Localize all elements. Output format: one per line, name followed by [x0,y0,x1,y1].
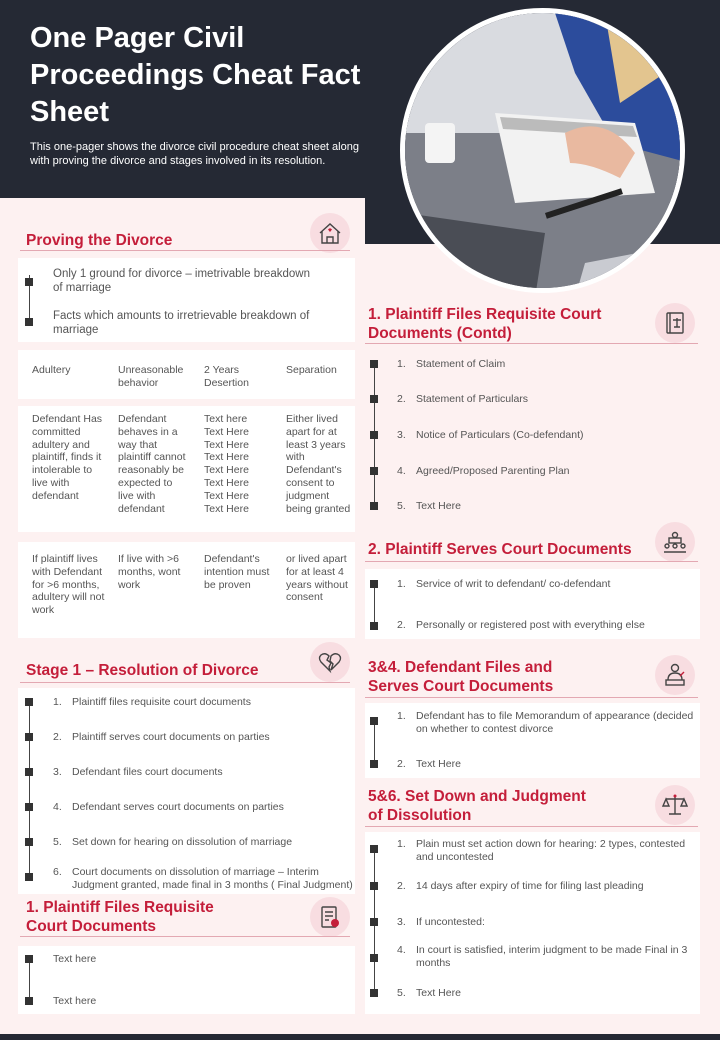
bullet-marker [25,768,33,776]
fact-cell: or lived apart for at least 4 years without consent [286,553,348,604]
fact-cell: Text here Text Here Text Here Text Here Text Here Text Here Text Here Text Here [204,413,249,515]
bullet-marker [370,845,378,853]
item-number: 4. [397,465,406,477]
bullet-marker [370,918,378,926]
setdown-item: If uncontested: [416,916,485,928]
fact-cell: Either lived apart for at least 3 years with Defendant's consent to judgment being granted [286,413,351,515]
setdown-item: 14 days after expiry of time for filing last pleading [416,880,644,892]
broken-heart-icon [310,642,350,682]
proving-point: Facts which amounts to irretrievable breakdown of marriage [53,310,310,336]
item-number: 2. [397,619,406,631]
defendant-title: 3&4. Defendant Files and Serves Court Documents [368,659,554,695]
bullet-marker [25,318,33,326]
fact-cell: If live with >6 months, wont work [118,553,181,591]
column-header: 2 Years Desertion [204,364,249,389]
bullet-marker [25,955,33,963]
setdown-item: In court is satisfied, interim judgment to be made Final in 3 months [416,944,688,969]
setdown-item: Text Here [416,987,461,999]
item-number: 2. [397,393,406,405]
item-number: 3. [397,429,406,441]
item-number: 5. [53,836,62,848]
fact-cell: Defendant's intention must be proven [204,553,270,591]
item-number: 1. [53,696,62,708]
setdown-item: Plain must set action down for hearing: 2 types, contested and uncontested [416,838,686,863]
timeline-line [29,958,30,1002]
item-number: 4. [397,944,406,956]
bullet-marker [25,278,33,286]
bullet-marker [370,954,378,962]
scales-icon [655,785,695,825]
bullet-marker [370,717,378,725]
contd-item: Notice of Particulars (Co-defendant) [416,429,584,441]
proving-point: Only 1 ground for divorce – imetrivable breakdown of marriage [53,268,310,294]
bullet-marker [370,760,378,768]
bullet-marker [370,431,378,439]
stage1-item: Defendant serves court documents on parties [72,801,284,813]
stage1-rule [20,682,350,683]
serves-item: Service of writ to defendant/ co-defendant [416,578,611,590]
courtroom-icon [655,522,695,562]
plaintiff-files-item: Text here [53,995,97,1007]
timeline-line [29,700,30,880]
stage1-item: Plaintiff files requisite court documents [72,696,251,708]
bullet-marker [25,873,33,881]
stage1-item: Plaintiff serves court documents on parties [72,731,270,743]
proving-title: Proving the Divorce [26,232,173,249]
setdown-title: 5&6. Set Down and Judgment of Dissolution [368,788,586,824]
bullet-marker [370,395,378,403]
bullet-marker [370,502,378,510]
bullet-marker [370,360,378,368]
judge-icon [655,655,695,695]
timeline-line [374,720,375,764]
stage1-title: Stage 1 – Resolution of Divorce [26,662,259,679]
bullet-marker [370,989,378,997]
plaintiff-files-title: 1. Plaintiff Files Requisite Court Documents [26,899,214,935]
fact-cell: If plaintiff lives with Defendant for >6 months, adultery will not work [32,553,105,617]
column-header: Separation [286,364,337,376]
bullet-marker [370,882,378,890]
defendant-rule [365,697,698,698]
stage1-item: Court documents on dissolution of marriage – Interim Judgment granted, made final in 3 months ( Final Judgment) [72,866,353,891]
item-number: 2. [53,731,62,743]
bullet-marker [370,622,378,630]
item-number: 6. [53,866,62,878]
bullet-marker [370,467,378,475]
bullet-marker [370,580,378,588]
item-number: 3. [53,766,62,778]
bullet-marker [25,733,33,741]
column-header: Unreasonable behavior [118,364,184,389]
footer-bar [0,1034,720,1040]
item-number: 5. [397,500,406,512]
timeline-line [374,583,375,625]
contd-item: Agreed/Proposed Parenting Plan [416,465,570,477]
stage1-item: Defendant files court documents [72,766,223,778]
column-header: Adultery [32,364,71,376]
item-number: 3. [397,916,406,928]
stage1-item: Set down for hearing on dissolution of marriage [72,836,293,848]
item-number: 1. [397,838,406,850]
legal-document-icon [310,897,350,937]
item-number: 2. [397,758,406,770]
defendant-item: Text Here [416,758,461,770]
contd-item: Text Here [416,500,461,512]
contd-item: Statement of Claim [416,358,506,370]
item-number: 4. [53,801,62,813]
serves-item: Personally or registered post with everything else [416,619,645,631]
bullet-marker [25,698,33,706]
item-number: 1. [397,710,406,722]
contd-item: Statement of Particulars [416,393,529,405]
contd-title: 1. Plaintiff Files Requisite Court Documents (Contd) [368,306,602,342]
serves-title: 2. Plaintiff Serves Court Documents [368,541,632,558]
page-title: One Pager Civil Proceedings Cheat Fact Sheet [30,22,361,128]
page-subtitle: This one-pager shows the divorce civil procedure cheat sheet along with proving the divorce and stages involved in its resolution. [30,141,359,167]
bullet-marker [25,997,33,1005]
bullet-marker [25,838,33,846]
item-number: 1. [397,578,406,590]
stage1-panel [18,688,355,894]
setdown-rule [365,826,698,827]
contd-rule [365,343,698,344]
defendant-item: Defendant has to file Memorandum of appearance (decided on whether to contest divorce [416,710,694,735]
item-number: 5. [397,987,406,999]
law-book-icon [655,303,695,343]
plaintiff-files-rule [20,936,350,937]
fact-cell: Defendant behaves in a way that plaintiff cannot reasonably be expected to live with defendant [118,413,186,515]
fact-cell: Defendant Has committed adultery and plaintiff, finds it intolerable to live with defendant [32,413,103,502]
bullet-marker [25,803,33,811]
writing-photo-illustration [405,13,685,293]
serves-rule [365,561,698,562]
hero-photo [400,8,685,293]
plaintiff-files-item: Text here [53,953,97,965]
house-hearts-icon [310,213,350,253]
item-number: 1. [397,358,406,370]
item-number: 2. [397,880,406,892]
proving-rule [20,250,350,251]
